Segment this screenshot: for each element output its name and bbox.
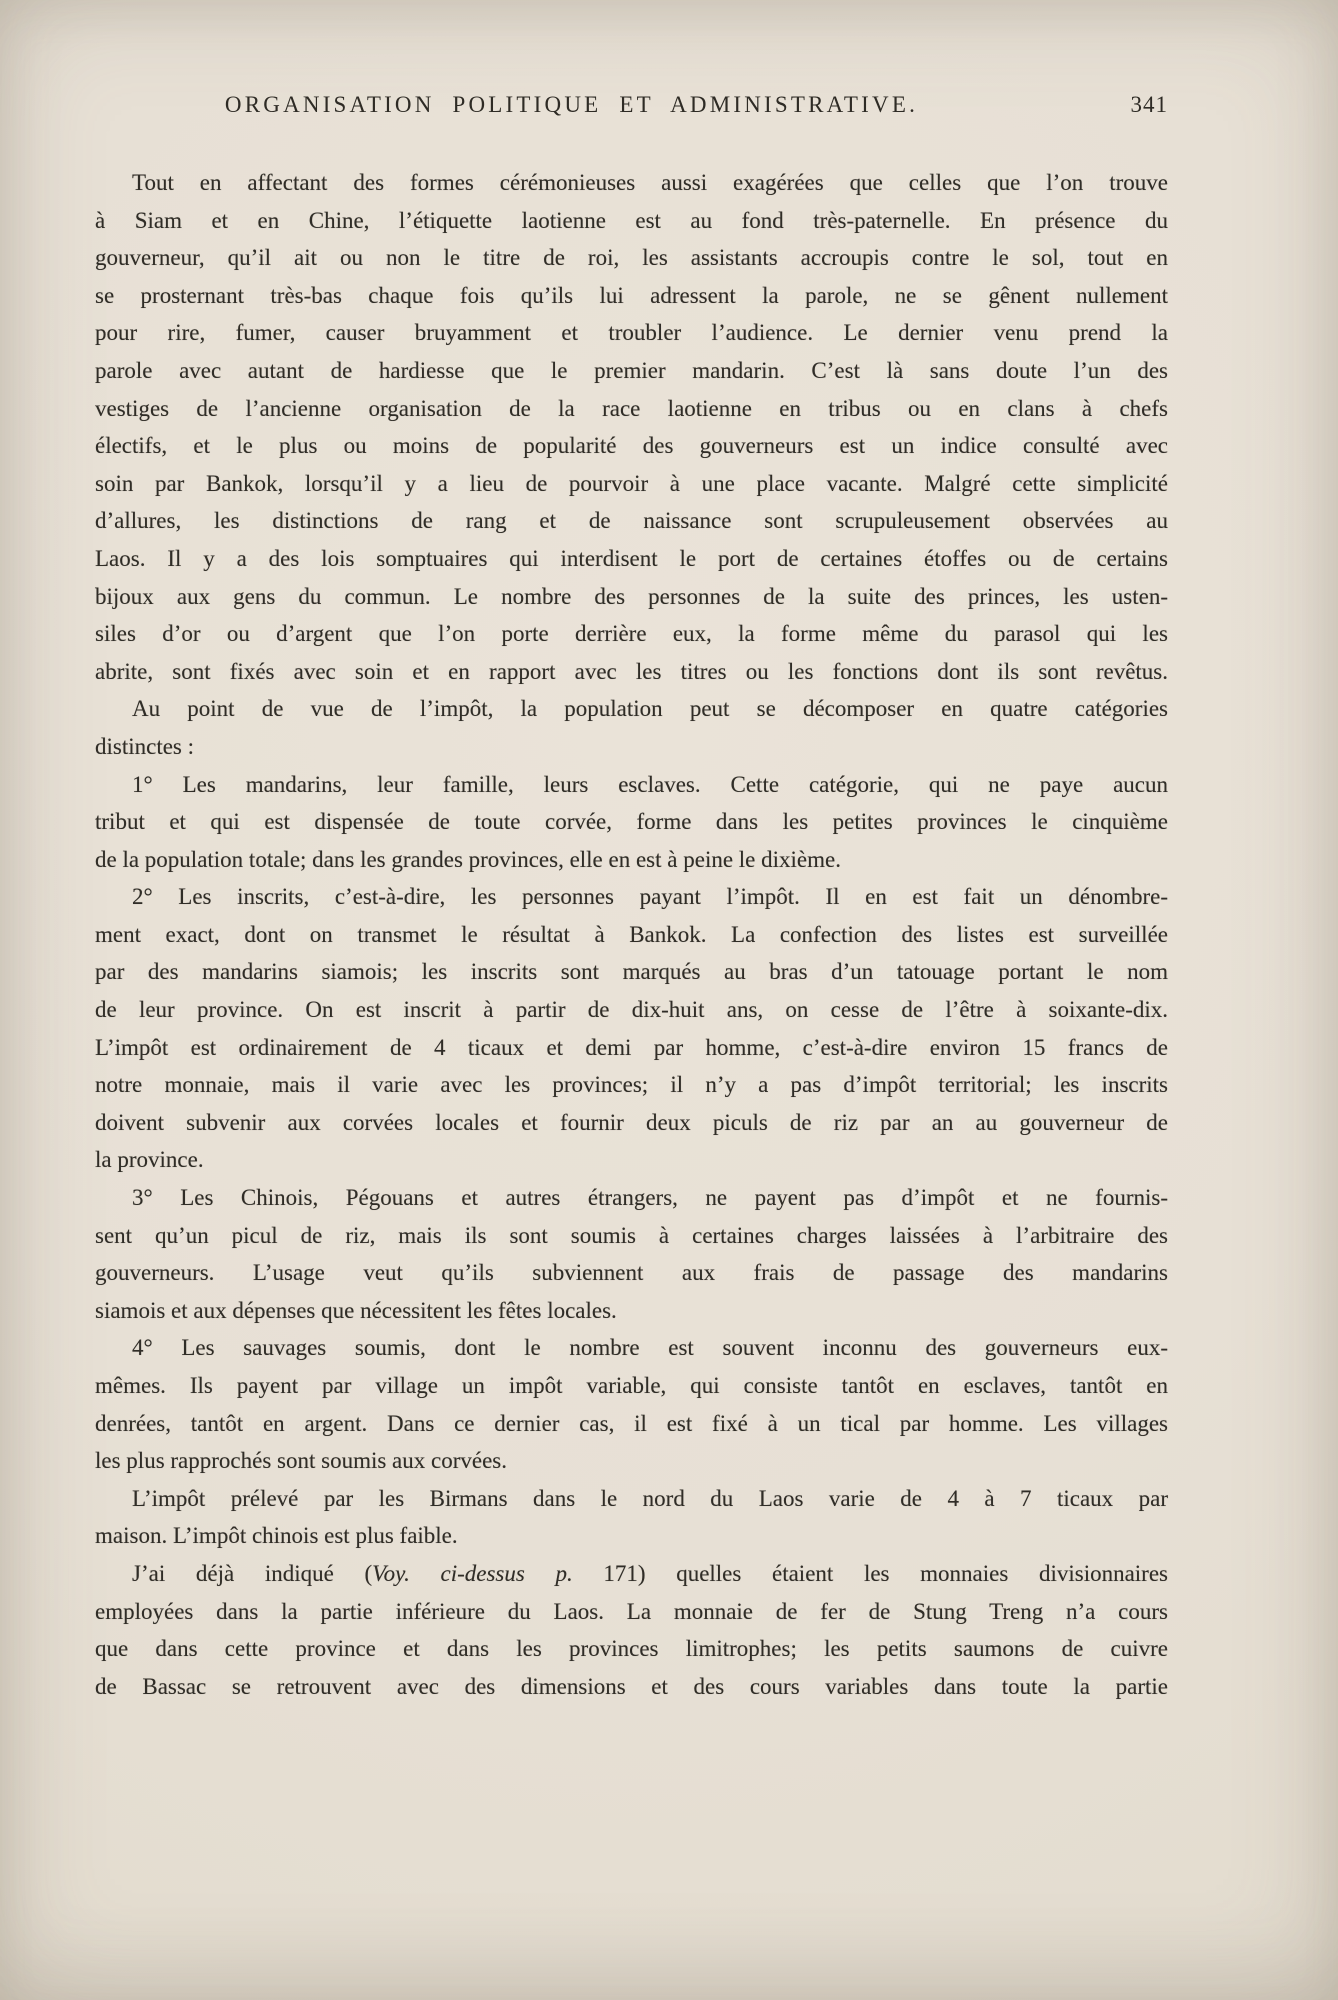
text-line: soin par Bankok, lorsqu’il y a lieu de pourvoir à une place vacante. Malgré cette simplicité <box>95 470 1168 496</box>
text-line: mêmes. Ils payent par village un impôt variable, qui consiste tantôt en esclaves, tantôt en <box>95 1373 1168 1398</box>
text-line: par des mandarins siamois; les inscrits sont marqués au bras d’un tatouage portant le nom <box>95 959 1168 985</box>
text-line-citation <box>95 1555 1168 1593</box>
text-line: siamois et aux dépenses que nécessitent les fêtes locales. <box>95 1297 617 1323</box>
text-line: L’impôt est ordinairement de 4 ticaux et demi par homme, c’est-à-dire environ 15 francs de <box>95 1034 1168 1060</box>
text-line: notre monnaie, mais il varie avec les provinces; il n’y a pas d’impôt territorial; les inscrits <box>95 1072 1168 1098</box>
text-line: la province. <box>95 1147 204 1173</box>
text-line: L’impôt prélevé par les Birmans dans le nord du Laos varie de 4 à 7 ticaux par <box>132 1485 1168 1511</box>
page-header <box>95 92 1168 126</box>
text-line: tribut et qui est dispensée de toute corvée, forme dans les petites provinces le cinquième <box>95 809 1168 835</box>
text-line: ment exact, dont on transmet le résultat à Bankok. La confection des listes est surveillée <box>95 921 1168 947</box>
text-line: vestiges de l’ancienne organisation de la race laotienne en tribus ou en clans à chefs <box>95 395 1168 421</box>
text-line: 2° Les inscrits, c’est-à-dire, les personnes payant l’impôt. Il en est fait un dénombre- <box>132 884 1168 910</box>
running-title: ORGANISATION POLITIQUE ET ADMINISTRATIVE. <box>224 92 919 117</box>
text-line: 1° Les mandarins, leur famille, leurs esclaves. Cette catégorie, qui ne paye aucun <box>132 771 1168 797</box>
text-line: que dans cette province et dans les provinces limitrophes; les petits saumons de cuivre <box>95 1636 1168 1662</box>
text-line: abrite, sont fixés avec soin et en rapport avec les titres ou les fonctions dont ils sont revêtus. <box>95 658 1168 684</box>
text-line: sent qu’un picul de riz, mais ils sont soumis à certaines charges laissées à l’arbitraire des <box>95 1222 1168 1248</box>
text-line: doivent subvenir aux corvées locales et fournir deux piculs de riz par an au gouverneur de <box>95 1109 1168 1135</box>
text-line: Au point de vue de l’impôt, la population peut se décomposer en quatre catégories <box>132 696 1168 722</box>
citation-prefix: J’ai déjà indiqué ( <box>132 1560 373 1586</box>
text-line: d’allures, les distinctions de rang et de naissance sont scrupuleusement observées au <box>95 508 1168 534</box>
text-line: parole avec autant de hardiesse que le premier mandarin. C’est là sans doute l’un des <box>95 357 1168 383</box>
citation-italic: Voy. ci-dessus p. <box>372 1560 573 1586</box>
text-line: à Siam et en Chine, l’étiquette laotienne est au fond très-paternelle. En présence du <box>95 207 1168 233</box>
text-line: Tout en affectant des formes cérémonieuses aussi exagérées que celles que l’on trouve <box>132 170 1168 195</box>
text-line: distinctes : <box>95 733 195 759</box>
text-line: les plus rapprochés sont soumis aux corvées. <box>95 1448 508 1474</box>
text-line: maison. L’impôt chinois est plus faible. <box>95 1523 458 1549</box>
text-block <box>95 164 1168 1705</box>
text-line: denrées, tantôt en argent. Dans ce dernier cas, il est fixé à un tical par homme. Les villages <box>95 1410 1168 1436</box>
text-line: gouverneurs. L’usage veut qu’ils subviennent aux frais de passage des mandarins <box>95 1260 1168 1286</box>
text-line: gouverneur, qu’il ait ou non le titre de roi, les assistants accroupis contre le sol, tout en <box>95 245 1168 271</box>
text-line: pour rire, fumer, causer bruyamment et troubler l’audience. Le dernier venu prend la <box>95 320 1168 346</box>
text-line: de leur province. On est inscrit à partir de dix-huit ans, on cesse de l’être à soixante-dix. <box>95 997 1168 1023</box>
text-line: se prosternant très-bas chaque fois qu’ils lui adressent la parole, ne se gênent nullement <box>95 282 1168 308</box>
text-line: employées dans la partie inférieure du Laos. La monnaie de fer de Stung Treng n’a cours <box>95 1598 1168 1624</box>
text-line: siles d’or ou d’argent que l’on porte derrière eux, la forme même du parasol qui les <box>95 621 1168 647</box>
text-line: électifs, et le plus ou moins de popularité des gouverneurs est un indice consulté avec <box>95 433 1168 459</box>
page-number: 341 <box>1130 92 1168 117</box>
text-line: 3° Les Chinois, Pégouans et autres étrangers, ne payent pas d’impôt et ne fournis- <box>132 1185 1168 1211</box>
text-line: 4° Les sauvages soumis, dont le nombre est souvent inconnu des gouverneurs eux- <box>132 1335 1168 1361</box>
text-line: de Bassac se retrouvent avec des dimensions et des cours variables dans toute la partie <box>95 1673 1168 1699</box>
text-line: Laos. Il y a des lois somptuaires qui interdisent le port de certaines étoffes ou de certains <box>95 545 1168 571</box>
citation-suffix: 171) quelles étaient les monnaies divisionnaires <box>572 1560 1168 1586</box>
text-line: bijoux aux gens du commun. Le nombre des personnes de la suite des princes, les usten- <box>95 583 1168 609</box>
text-line: de la population totale; dans les grandes provinces, elle en est à peine le dixième. <box>95 846 841 872</box>
